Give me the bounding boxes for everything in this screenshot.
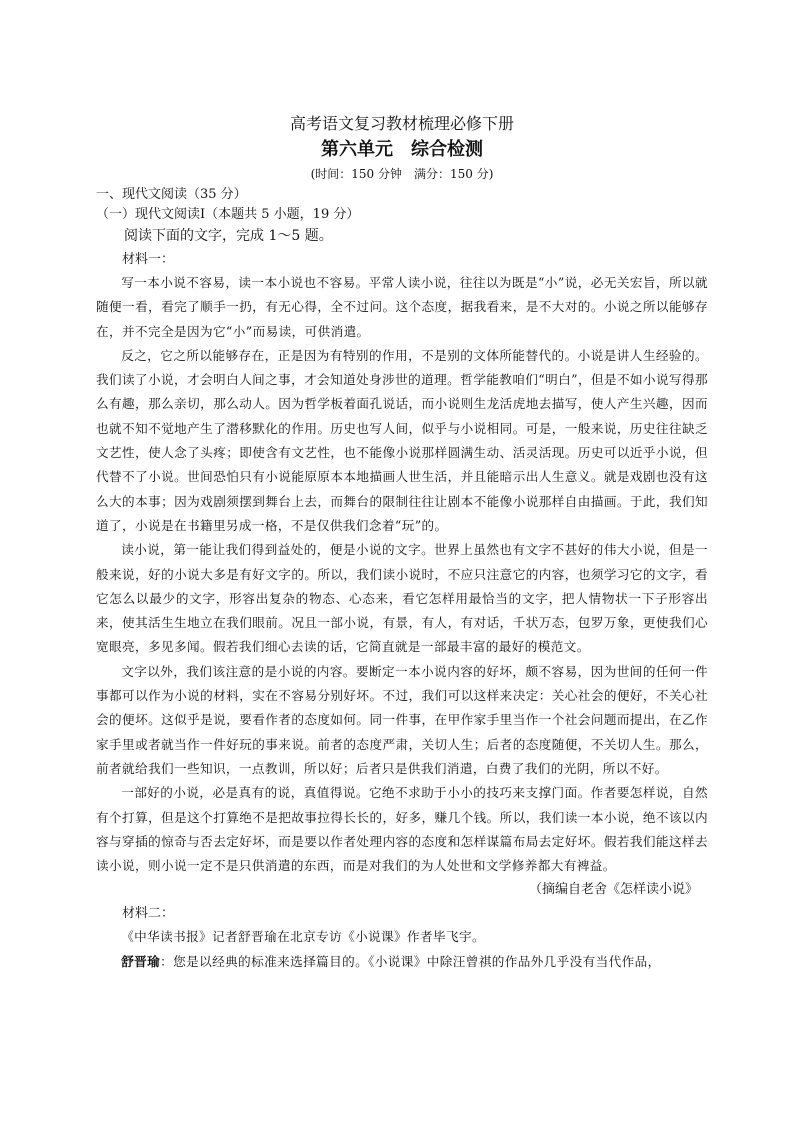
document-title: 高考语文复习教材梳理必修下册 (289, 114, 514, 133)
material-1-paragraph: 一部好的小说，必是真有的说，真值得说。它绝不求助于小小的技巧来支撑门面。作者要怎样说，自然有个打算，但是这个打算绝不是把故事拉得长长的，好多，赚几个钱。所以，我们读一本小说，绝不该以内容与穿插的惊奇与否去定好坏，而是要以作者处理内容的态度和怎样谋篇布局去定好坏。假若我们能这样去读小说，则小说一定不是只供消遣的东西，而是对我们的为人处世和文学修养都大有裨益。 (96, 785, 708, 874)
section-heading: 一、现代文阅读（35 分） (96, 187, 247, 202)
interviewer-name: 舒晋瑜 (121, 953, 161, 969)
material-2-label: 材料二： (122, 906, 175, 922)
material-1-paragraph: 读小说，第一能让我们得到益处的，便是小说的文字。世界上虽然也有文字不甚好的伟大小说，但是一般来说，好的小说大多是有好文字的。所以，我们读小说时，不应只注意它的内容，也须学习它的文字，看它怎么以最少的文字，形容出复杂的物态、心态来，看它怎样用最恰当的文字，把人情物状一下子形容出来，使其活生生地立在我们眼前。况且一部小说，有景，有人，有对话，千状万态，包罗万象，更使我们心宽眼亮，多见多闻。假若我们细心去读的话，它简直就是一部最丰富的最好的模范文。 (96, 542, 708, 655)
exam-time-info: (时间：150 分钟 满分：150 分) (310, 167, 494, 181)
material-1-label: 材料一： (122, 252, 175, 267)
interviewer-question: ：您是以经典的标准来选择篇目的。《小说课》中除汪曾祺的作品外几乎没有当代作品， (160, 953, 661, 969)
material-1-paragraph: 文字以外，我们该注意的是小说的内容。要断定一本小说内容的好坏，颇不容易，因为世间的任何一件事都可以作为小说的材料，实在不容易分别好坏。不过，我们可以这样来决定：关心社会的便好，不关心社会的便坏。这似乎是说，要看作者的态度如何。同一件事，在甲作家手里当作一个社会问题而提出，在乙作家手里或者就当作一件好玩的事来说。前者的态度严肃，关切人生；后者的态度随便，不关切人生。那么，前者就给我们一些知识，一点教训，所以好；后者只是供我们消遣，白费了我们的光阴，所以不好。 (96, 663, 708, 776)
material-1-paragraph: 写一本小说不容易，读一本小说也不容易。平常人读小说，往往以为既是“小”说，必无关宏旨，所以就随便一看，看完了顺手一扔，有无心得，全不过问。这个态度，据我看来，是不大对的。小说之所以能够存在，并不完全是因为它“小”而易读，可供消遣。 (96, 275, 708, 339)
material-1-source: （摘编自老舍《怎样读小说》 (528, 882, 698, 898)
material-1-paragraph: 反之，它之所以能够存在，正是因为有特别的作用，不是别的文体所能替代的。小说是讲人生经验的。我们读了小说，才会明白人间之事，才会知道处身涉世的道理。哲学能教咱们“明白”，但是不如小说写得那么有趣，那么亲切，那么动人。因为哲学板着面孔说话，而小说则生龙活虎地去描写，使人产生兴趣，因而也就不知不觉地产生了潜移默化的作用。历史也写人间，似乎与小说相同。可是，一般来说，历史往往缺乏文艺性，使人念了头疼；即使含有文艺性，也不能像小说那样圆满生动、活灵活现。历史可以近乎小说，但代替不了小说。世间恐怕只有小说能原原本本地描画人世生活，并且能暗示出人生意义。就是戏剧也没有这么大的本事；因为戏剧须摆到舞台上去，而舞台的限制往往让剧本不能像小说那样自由描画。于此，我们知道了，小说是在书籍里另成一格，不是仅供我们念着“玩”的。 (96, 347, 708, 533)
unit-title: 第六单元 综合检测 (321, 139, 483, 160)
document-page (96, 113, 708, 974)
reading-instruction: 阅读下面的文字，完成 1～5 题。 (124, 228, 333, 244)
material-2-dialogue (96, 950, 708, 974)
sub-section-heading: （一）现代文阅读Ⅰ（本题共 5 小题，19 分） (96, 207, 360, 222)
material-2-intro: 《中华读书报》记者舒晋瑜在北京专访《小说课》作者毕飞宇。 (121, 929, 486, 945)
